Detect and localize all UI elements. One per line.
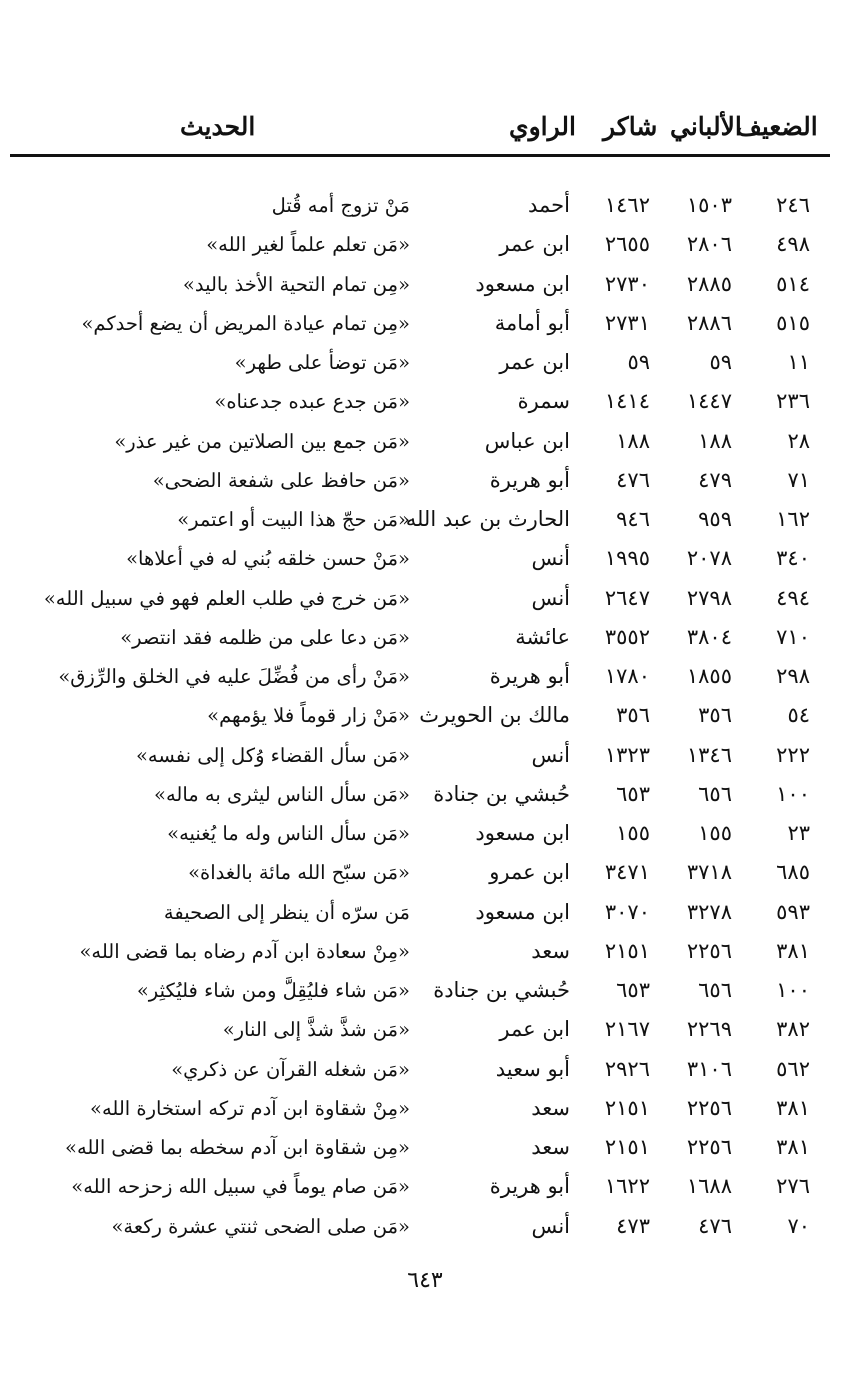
cell-daif: ٣٨١ <box>776 1135 810 1159</box>
cell-daif: ٢٩٨ <box>776 664 810 688</box>
cell-hadith: مَن سرّه أن ينظر إلى الصحيفة <box>163 900 410 924</box>
table-row <box>0 579 849 618</box>
cell-albani: ١٥٥ <box>698 821 732 845</box>
cell-daif: ٣٨١ <box>776 938 810 963</box>
table-row <box>0 853 849 892</box>
cell-albani: ١٨٨ <box>698 428 732 453</box>
cell-albani: ٣٨٠٤ <box>686 624 732 649</box>
cell-daif: ٥٤ <box>787 703 810 728</box>
cell-daif: ٥١٤ <box>776 271 810 296</box>
cell-rawi: أنس <box>531 585 570 610</box>
cell-shakir: ٢٦٤٧ <box>604 585 650 610</box>
cell-hadith: «مَن صلى الضحى ثنتي عشرة ركعة» <box>111 1214 410 1238</box>
cell-daif: ٣٨١ <box>776 1095 810 1120</box>
cell-hadith: مَنْ تزوج أمه قُتل <box>271 194 410 217</box>
cell-shakir: ٢١٥١ <box>604 1135 650 1159</box>
cell-shakir: ١٦٢٢ <box>604 1174 650 1199</box>
cell-shakir: ٤٧٣ <box>616 1213 650 1238</box>
cell-daif: ٧١٠ <box>776 624 810 649</box>
table-row <box>0 971 849 1010</box>
cell-rawi: ابن مسعود <box>475 821 570 845</box>
cell-shakir: ٣٥٥٢ <box>604 624 650 649</box>
cell-daif: ٢٣ <box>787 821 810 845</box>
cell-shakir: ٢٧٣٠ <box>604 271 650 296</box>
cell-albani: ١٥٠٣ <box>686 193 732 217</box>
cell-rawi: مالك بن الحويرث <box>419 703 570 728</box>
cell-albani: ١٦٨٨ <box>686 1174 732 1199</box>
cell-hadith: «مِن تمام التحية الأخذ باليد» <box>182 272 410 296</box>
cell-rawi: أبو أمامة <box>494 310 570 335</box>
cell-hadith: «مِن تمام عيادة المريض أن يضع أحدكم» <box>81 311 410 335</box>
cell-shakir: ١٨٨ <box>616 428 650 453</box>
cell-daif: ١١ <box>787 350 810 374</box>
cell-albani: ٣٧١٨ <box>686 860 732 885</box>
page-number: ٦٤٣ <box>407 1268 443 1293</box>
cell-hadith: «مَن سأل القضاء وُكل إلى نفسه» <box>135 743 410 767</box>
cell-albani: ٢٨٨٦ <box>686 310 732 335</box>
cell-rawi: أبو هريرة <box>489 467 570 492</box>
cell-daif: ٢٢٢ <box>776 742 810 767</box>
cell-hadith: «مَنْ حسن خلقه بُني له في أعلاها» <box>126 547 410 571</box>
cell-daif: ١٦٢ <box>776 507 810 531</box>
table-row <box>0 657 849 696</box>
cell-shakir: ٩٤٦ <box>616 507 650 531</box>
cell-rawi: ابن عمر <box>499 350 570 374</box>
cell-shakir: ٣٤٧١ <box>604 860 650 885</box>
cell-shakir: ٢١٥١ <box>604 938 650 963</box>
table-row <box>0 382 849 421</box>
cell-daif: ٤٩٤ <box>776 585 810 610</box>
cell-daif: ٧٠ <box>787 1213 810 1238</box>
cell-albani: ١٤٤٧ <box>686 389 732 414</box>
cell-hadith: «مَن حجّ هذا البيت أو اعتمر» <box>177 508 410 531</box>
cell-daif: ٢٨ <box>787 428 810 453</box>
cell-hadith: «مَنْ رأى من فُضِّلَ عليه في الخلق والرِّزق» <box>58 665 410 688</box>
cell-rawi: سعد <box>531 1095 570 1120</box>
cell-albani: ٦٥٦ <box>698 781 732 806</box>
header-hadith: الحديث <box>180 112 256 141</box>
cell-hadith: «مَن صام يوماً في سبيل الله زحزحه الله» <box>71 1175 410 1199</box>
table-row <box>0 1128 849 1167</box>
cell-albani: ٩٥٩ <box>698 507 732 531</box>
header-shakir: شاكر <box>603 112 658 141</box>
cell-shakir: ٦٥٣ <box>616 978 650 1002</box>
cell-daif: ٤٩٨ <box>776 232 810 257</box>
cell-shakir: ١٣٢٣ <box>604 742 650 767</box>
table-row <box>0 1207 849 1246</box>
cell-albani: ٢٠٧٨ <box>686 546 732 571</box>
table-row <box>0 696 849 735</box>
cell-rawi: سمرة <box>517 389 570 414</box>
cell-rawi: ابن مسعود <box>475 271 570 296</box>
cell-rawi: أحمد <box>528 193 570 217</box>
cell-daif: ٢٣٦ <box>776 389 810 414</box>
cell-rawi: أنس <box>531 1213 570 1238</box>
cell-hadith: «مَن تعلم علماً لغير الله» <box>206 233 410 257</box>
cell-rawi: أبو هريرة <box>489 1174 570 1199</box>
cell-albani: ٢٨٠٦ <box>686 232 732 257</box>
table-row <box>0 422 849 461</box>
table-row <box>0 186 849 225</box>
cell-shakir: ٢٦٥٥ <box>604 232 650 257</box>
cell-albani: ٦٥٦ <box>698 978 732 1002</box>
cell-hadith: «مِن شقاوة ابن آدم سخطه بما قضى الله» <box>65 1136 410 1159</box>
cell-albani: ٢٢٥٦ <box>686 1095 732 1120</box>
cell-rawi: ابن عباس <box>484 428 570 453</box>
table-row <box>0 225 849 264</box>
cell-hadith: «مَن خرج في طلب العلم فهو في سبيل الله» <box>43 586 410 610</box>
table-row <box>0 736 849 775</box>
cell-rawi: ابن عمر <box>499 232 570 257</box>
cell-daif: ٥٩٣ <box>776 899 810 924</box>
cell-hadith: «مَن شذَّ شذَّ إلى النار» <box>222 1018 410 1042</box>
cell-shakir: ٦٥٣ <box>616 781 650 806</box>
cell-shakir: ٣٥٦ <box>616 703 650 728</box>
table-row <box>0 500 849 539</box>
cell-rawi: ابن عمر <box>499 1017 570 1042</box>
cell-hadith: «مَن جدع عبده جدعناه» <box>214 390 410 414</box>
cell-shakir: ٢٧٣١ <box>604 310 650 335</box>
cell-albani: ٣٥٦ <box>698 703 732 728</box>
table-row <box>0 539 849 578</box>
cell-daif: ٣٨٢ <box>776 1017 810 1042</box>
cell-albani: ١٨٥٥ <box>686 664 732 688</box>
cell-shakir: ٤٧٦ <box>616 467 650 492</box>
cell-daif: ١٠٠ <box>776 781 810 806</box>
header-rawi: الراوي <box>509 112 576 141</box>
cell-shakir: ٢١٦٧ <box>604 1017 650 1042</box>
cell-shakir: ١٤٦٢ <box>604 193 650 217</box>
table-row <box>0 265 849 304</box>
table-row <box>0 1010 849 1049</box>
cell-shakir: ١٥٥ <box>616 821 650 845</box>
cell-albani: ٣١٠٦ <box>686 1056 732 1081</box>
cell-rawi: أبو هريرة <box>489 664 570 688</box>
cell-albani: ٤٧٦ <box>698 1213 732 1238</box>
cell-albani: ٢٧٩٨ <box>686 585 732 610</box>
cell-shakir: ١٧٨٠ <box>604 664 650 688</box>
cell-daif: ٦٨٥ <box>776 860 810 885</box>
table-row <box>0 1050 849 1089</box>
cell-hadith: «مَن توضأ على طهر» <box>234 351 410 374</box>
header-daif: الضعيف <box>736 112 818 141</box>
cell-daif: ١٠٠ <box>776 978 810 1002</box>
cell-hadith: «مَن جمع بين الصلاتين من غير عذر» <box>114 429 410 453</box>
cell-shakir: ٣٠٧٠ <box>604 899 650 924</box>
cell-daif: ٣٤٠ <box>776 546 810 571</box>
cell-rawi: سعد <box>531 1135 570 1159</box>
table-row <box>0 775 849 814</box>
cell-rawi: حُبشي بن جنادة <box>433 781 570 806</box>
table-row <box>0 618 849 657</box>
cell-hadith: «مَن سأل الناس ليثرى به ماله» <box>154 782 410 806</box>
cell-shakir: ٢٩٢٦ <box>604 1056 650 1081</box>
cell-daif: ٢٧٦ <box>776 1174 810 1199</box>
cell-rawi: أبو سعيد <box>495 1056 570 1081</box>
table-row <box>0 304 849 343</box>
cell-albani: ٢٢٥٦ <box>686 1135 732 1159</box>
cell-daif: ٥٦٢ <box>776 1056 810 1081</box>
table-row <box>0 461 849 500</box>
cell-hadith: «مَن دعا على من ظلمه فقد انتصر» <box>120 625 410 649</box>
table-row <box>0 1089 849 1128</box>
cell-shakir: ٥٩ <box>627 350 650 374</box>
cell-rawi: ابن مسعود <box>475 899 570 924</box>
cell-rawi: سعد <box>531 938 570 963</box>
cell-albani: ٥٩ <box>709 350 732 374</box>
table-row <box>0 814 849 853</box>
hadith-index-table <box>0 186 849 1246</box>
header-divider <box>10 154 830 157</box>
cell-hadith: «مَن سبّح الله مائة بالغداة» <box>188 861 410 885</box>
cell-hadith: «مِنْ شقاوة ابن آدم تركه استخارة الله» <box>90 1096 410 1120</box>
table-row <box>0 932 849 971</box>
cell-daif: ٢٤٦ <box>776 193 810 217</box>
header-albani: الألباني <box>670 112 742 141</box>
cell-shakir: ١٩٩٥ <box>604 546 650 571</box>
cell-albani: ٢٢٦٩ <box>686 1017 732 1042</box>
cell-hadith: «مَنْ زار قوماً فلا يؤمهم» <box>207 704 410 728</box>
cell-albani: ٤٧٩ <box>698 467 732 492</box>
cell-rawi: ابن عمرو <box>489 860 570 885</box>
cell-shakir: ١٤١٤ <box>604 389 650 414</box>
cell-hadith: «مَن حافظ على شفعة الضحى» <box>152 468 410 492</box>
table-row <box>0 1167 849 1206</box>
cell-rawi: الحارث بن عبد الله <box>405 507 570 531</box>
cell-albani: ١٣٤٦ <box>686 742 732 767</box>
table-row <box>0 893 849 932</box>
cell-albani: ٢٨٨٥ <box>686 271 732 296</box>
cell-albani: ٢٢٥٦ <box>686 938 732 963</box>
cell-daif: ٧١ <box>787 467 810 492</box>
table-row <box>0 343 849 382</box>
cell-shakir: ٢١٥١ <box>604 1095 650 1120</box>
cell-daif: ٥١٥ <box>776 310 810 335</box>
cell-hadith: «مَن سأل الناس وله ما يُغنيه» <box>167 822 410 845</box>
cell-hadith: «مِنْ سعادة ابن آدم رضاه بما قضى الله» <box>79 939 410 963</box>
cell-hadith: «مَن شغله القرآن عن ذكري» <box>171 1057 410 1081</box>
cell-rawi: حُبشي بن جنادة <box>433 978 570 1002</box>
cell-rawi: عائشة <box>515 624 570 649</box>
table-header <box>0 112 849 152</box>
cell-hadith: «مَن شاء فليُقِلَّ ومن شاء فليُكثِر» <box>136 979 410 1002</box>
cell-albani: ٣٢٧٨ <box>686 899 732 924</box>
cell-rawi: أنس <box>531 742 570 767</box>
cell-rawi: أنس <box>531 546 570 571</box>
